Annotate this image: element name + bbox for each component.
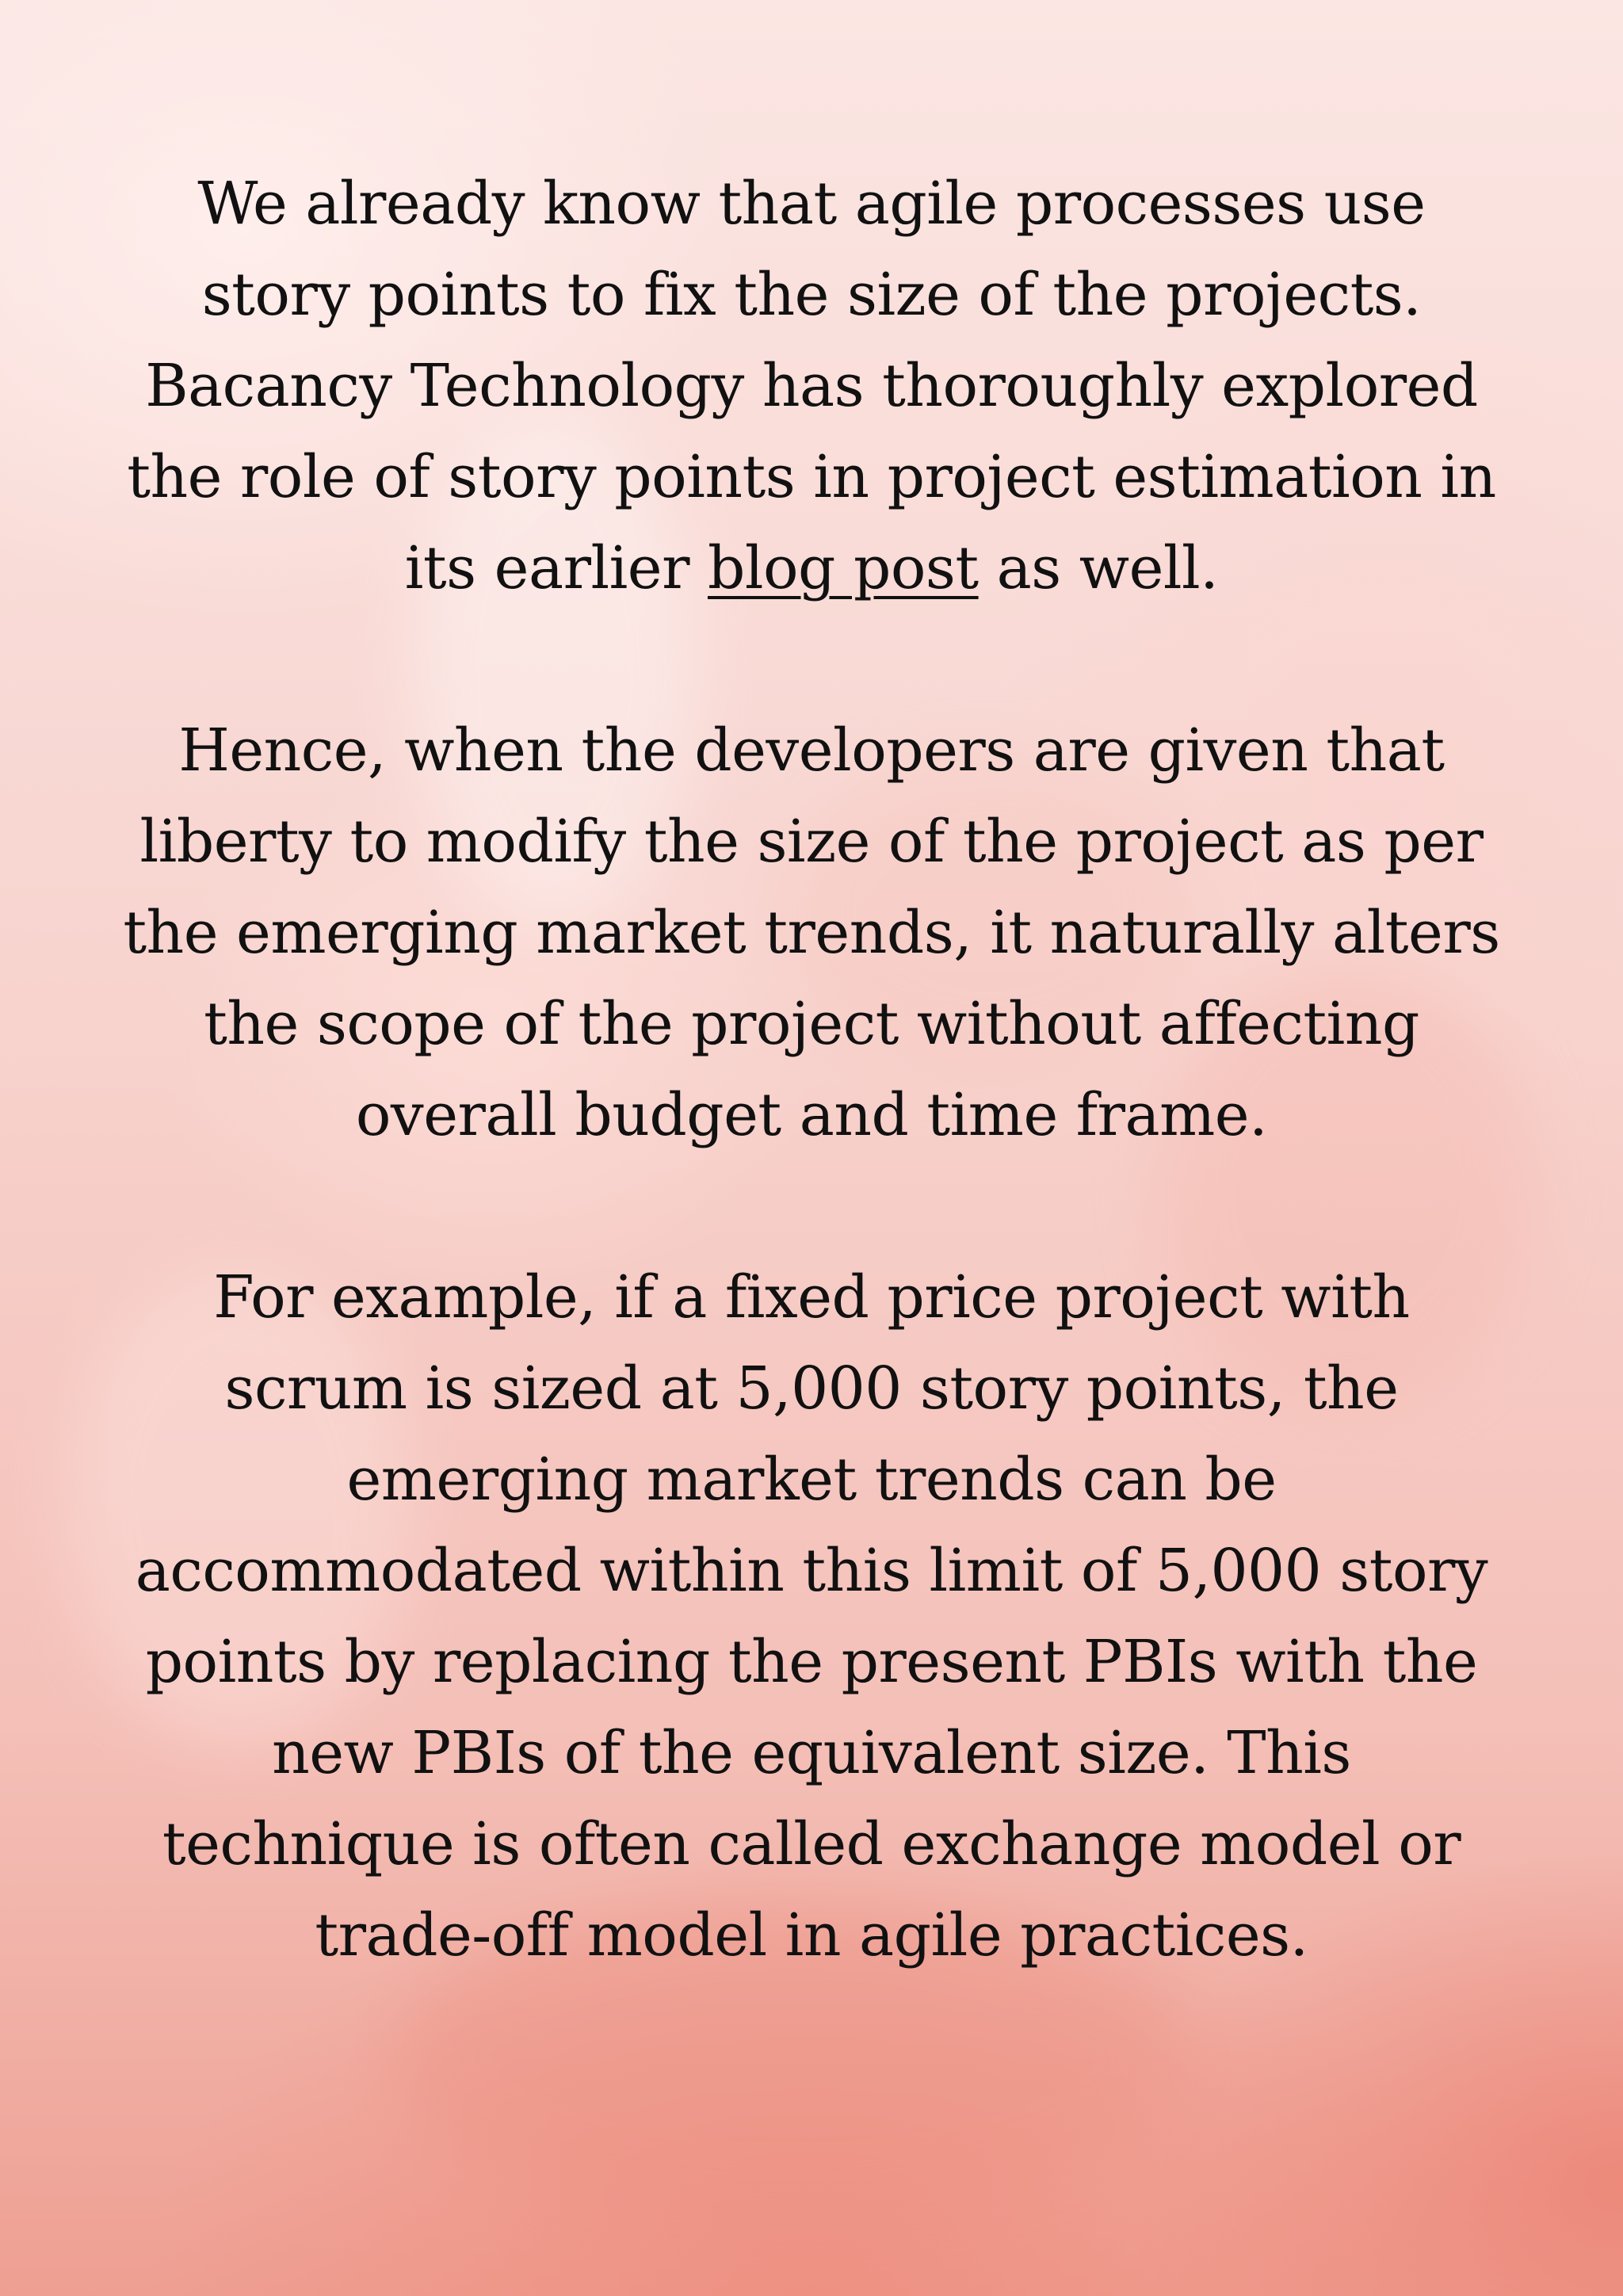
paragraph-example: For example, if a fixed price project with scrum is sized at 5,000 story points, the emerging market trends can be accommodated within this limit of 5,000 story points by replacing the present PBIs with the new PBIs of the equivalent size. This technique is often called exchange model or trade-off model in agile practices. [135, 1263, 1488, 1969]
paragraph-developers-liberty: Hence, when the developers are given that liberty to modify the size of the project as per the emerging market trends, it naturally alters the scope of the project without affecting overall budget and time frame. [123, 716, 1500, 1149]
paragraph-1-tail: as well. [978, 534, 1219, 602]
paragraph-1-text: We already know that agile processes use story points to fix the size of the projects. Bacancy Technology has thoroughly explored the role of story points in project estimation in its earlier [127, 170, 1496, 602]
paragraph-story-points [119, 159, 1504, 614]
body-text [119, 159, 1504, 2073]
blog-post-link[interactable]: blog post [707, 534, 979, 602]
